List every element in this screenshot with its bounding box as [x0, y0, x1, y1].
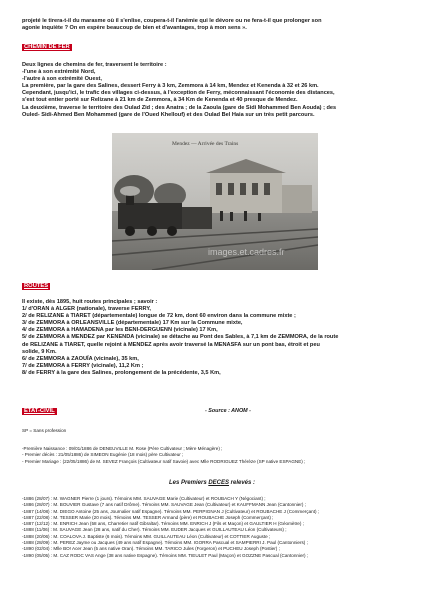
photo-watermark: images.et.cadres.fr [208, 247, 285, 257]
railway-paragraph [22, 62, 404, 119]
death-record: -1888 (28/09) : M. PEREZ Jayme ou Jacques (49 ans natif Espagne). Témoins MM. IGORRA Pascual et SAMPIERRI J. Paul (Cantonniers) ; [22, 540, 308, 546]
roads-line: 8/ de FERRY à la gare des Salines, prolongement de la précédente, 3,5 Km, [22, 369, 221, 376]
death-record: -1887 (14/08) : M. DIEGO Antoine (25 ans, Journalier natif Espagne). Témoins MM. PERPIGNAN J (Cultivateur) et ROUBACHE J (Commerçant) ; [22, 508, 320, 514]
death-record: -1886 (28/07) : M. WAGNER Pierre (1 jours). Témoins MM. SAUVAGE Marie (Cultivateur) et ROUBACH Y (Négociant) ; [22, 496, 266, 501]
railway-line: Ouled- Sidi-Ahmed Ben Mohammed (gare de l'Oued Khellouf) et des Oulad Bel Haia sur un très petit parcours. [22, 111, 315, 118]
roads-line: de RELIZANE à TIARET, quelle rejoint à MENDEZ après avoir traversé la MENASFA sur un pont bas, étroit et peu [22, 341, 320, 348]
roads-line: 5/ de ZEMMORA à MENDEZ par KENENDA (vicinale) se détache au Pont des Sables, à 7,1 km de ZEMMORA, de la route [22, 334, 339, 341]
railway-line: Cependant, jusqu'ici, le trafic des villages ci-dessus, à l'exception de Ferry, méconnaissant l'économie des distances, [22, 90, 335, 97]
death-record: -1886 (28/07) : M. BOUVIER Gustave (7 ans natif Drôme). Témoins MM. SAUVAGE Jean (Cultivateur) et KAUFFMANN Jean (Cantonnier) ; [22, 502, 306, 508]
roads-line: solide, 9 Km. [22, 348, 57, 355]
deaths-title-word: DECES [208, 480, 229, 486]
death-record: -1890 (02/04) : Mlle BO! Acer Jean (5 ans native Oran). Témoins MM. TARICO Jules (Forgeron) et PUCHEU Joseph (Postier) ; [22, 546, 280, 552]
sp-note-text: SP = Sans profession [22, 428, 67, 433]
railway-line: s'est tout entier porté sur Relizane à 21 km de Zemmora, à 34 Km de Kenenda et 40 presque de Mendez. [22, 97, 298, 104]
railway-line: -l'autre à son extrémité Ouest, [22, 76, 102, 83]
roads-paragraph [22, 299, 404, 377]
intro-paragraph [22, 18, 404, 32]
firsts-list [22, 446, 404, 465]
sp-note [22, 428, 404, 434]
first-record: - Premier Mariage : (22/05/1886) de M. SEVEZ François (Cultivateur natif Savoie) avec Mlle RODRIGUEZ Thérèze (SP native ESPAGNE) ; [22, 458, 306, 464]
roads-line: 4/ de ZEMMORA à HAMADENA par les BENI-DERGUENN (vicinale) 17 Km, [22, 327, 218, 334]
source-label: - Source : ANOM - [205, 408, 251, 414]
train-station-photo [112, 133, 318, 270]
train-station-illustration [112, 133, 318, 270]
roads-line: 7/ de ZEMMORA à FERRY (vicinale), 11,2 Km ; [22, 362, 144, 369]
intro-line: agonie inquiète ? On en espère beaucoup de bien et d'avantages, trop à mon sens ». [22, 25, 247, 32]
roads-line: 3/ de ZEMMORA à ORLEANSVILLE (départementale) 17 Km sur la Commune mixte, [22, 320, 243, 327]
railway-line: La deuxième, traverse le territoire des Oulad Zid ; des Anatra ; de la Zaouïa (gare de Sidi Mohammed Ben Aouda) ; des [22, 104, 337, 111]
railway-line: La première, par la gare des Salines, dessert Ferry à 3 km, Zemmora à 14 km, Mendez et Kenenda à 32 et 26 km. [22, 83, 319, 90]
railway-line: Deux lignes de chemins de fer, traversent le territoire : [22, 62, 167, 68]
roads-line: 1/ d'ORAN à ALGER (nationale), traverse FERRY, [22, 306, 151, 313]
death-record: -1888 (20/06) : M. COALOVA J. Baptiste (6 mois). Témoins MM. GUILLAUTEAU Léon (Cultivateur) et COTTIER Auguste ; [22, 533, 271, 539]
section-heading-etat-civil: ETAT-CIVIL [24, 408, 55, 414]
roads-line: 2/ de RELIZANE à TIARET (départementale) longue de 72 km, dont 60 environ dans la commune mixte ; [22, 313, 296, 320]
first-record: -Première Naissance : 09/01/1886 de DENEUVILLE M. Rose (Père Cultivateur ; Mère Ménagère) ; [22, 446, 223, 451]
deaths-title [0, 480, 424, 486]
roads-line: Il existe, dès 1895, huit routes principales ; savoir : [22, 299, 158, 305]
railway-line: -l'une à son extrémité Nord, [22, 69, 96, 76]
roads-line: 6/ de ZEMMORA à ZAOUÏA (vicinale), 35 km, [22, 355, 139, 362]
deaths-title-suffix: relevés : [229, 480, 256, 486]
section-heading-railway: CHEMIN DE FER [24, 44, 70, 50]
death-record: -1888 (11/06) : M. SAUVAGE Jean (28 ans, natif du Cher). Témoins MM. EUDER Jacques et GUILLAUTEAU Léon (Cultivateurs) ; [22, 527, 287, 533]
death-record: -1890 (05/05) : M. CAZ RODC VAS Ange (38 ans native Espagne). Témoins MM. TIEULET Paul (Maçon) et GOZZNE Pascual (Cantonnier) ; [22, 552, 309, 558]
intro-line: projeté le tirera-t-il du marasme où il s'enlise, coupera-t-il l'anémie qui le dévore ou ne fera-t-il que prolonger son [22, 18, 322, 24]
first-record: - Premier décès : 21/05/1886) de SIMEON Eugénie (18 mois) père Cultivateur ; [22, 452, 184, 458]
photo-caption: Mendez — Arrivée des Trains [172, 141, 239, 147]
section-heading-roads: ROUTES [24, 283, 49, 289]
deaths-list [22, 496, 404, 559]
death-record: -1887 (12/12) : M. ENRICH Jean (58 ans, Charretier natif Gibraltar). Témoins MM. ENRICH J (Fils et Maçon) et GAULTIER H (Géomètre) ; [22, 521, 304, 527]
deaths-title-prefix: Les Premiers [168, 480, 209, 486]
death-record: -1887 (22/08) : M. TESSER Marie (20 mois). Témoins MM. TESSER Armand (père) et ROUBACHE Joseph (Commerçant) ; [22, 514, 274, 520]
